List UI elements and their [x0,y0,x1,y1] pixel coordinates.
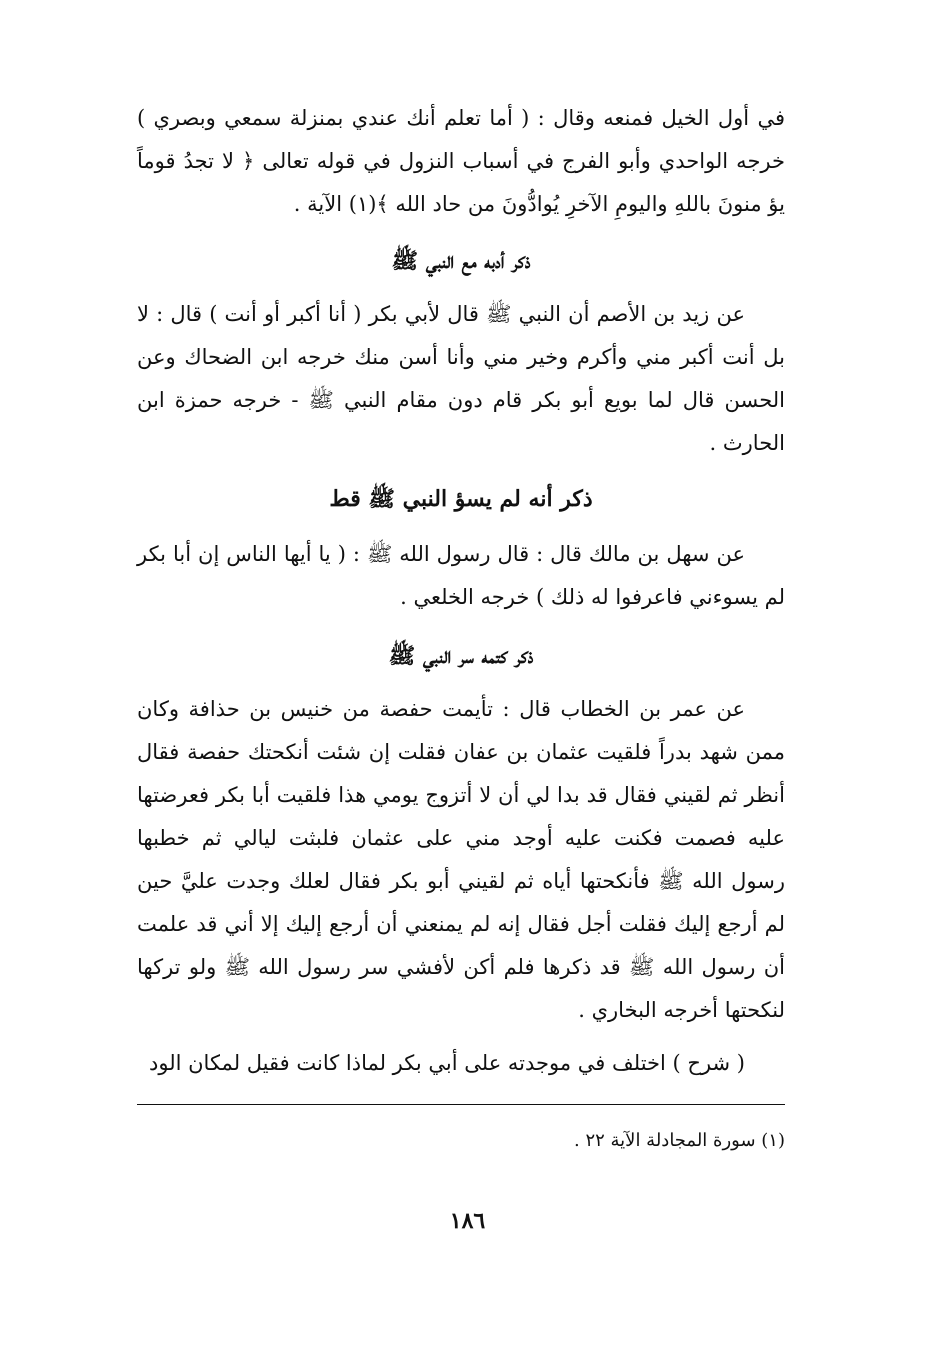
paragraph-opening [137,97,785,226]
section-heading-katm-sirr: ذكر كتمه سر النبي ﷺ [388,643,534,669]
section-heading-lam-yasu: ذكر أنه لم يسؤ النبي ﷺ قط [329,486,593,512]
paragraph-text: عن زيد بن الأصم أن النبي ﷺ قال لأبي بكر ( أنا أكبر أو أنت ) قال : لا بل أنت أكبر مني وأكرم وخير مني وأنا أسن منك خرجه ابن الضحاك وعن الحسن قال لما بويع أبو بكر قام دون مقام النبي ﷺ - خرجه حمزة ابن الحارث . [137,302,785,455]
paragraph-text: عن عمر بن الخطاب قال : تأيمت حفصة من خنيس بن حذافة وكان ممن شهد بدراً فلقيت عثمان بن عفان فقلت إن شئت أنكحتك حفصة فقال أنظر ثم لقيني فقال قد بدا لي أن لا أتزوج يومي هذا فلقيت أبا بكر فعرضتها عليه فصمت فكنت عليه أوجد مني على عثمان فلبثت ليالي ثم خطبها رسول الله ﷺ فأنكحتها أياه ثم لقيني أبو بكر فقال لعلك وجدت عليَّ حين لم أرجع إليك فقلت أجل فقال إنه لم يمنعني أن أرجع إليك إلا أني قد علمت أن رسول الله ﷺ قد ذكرها فلم أكن لأفشي سر رسول الله ﷺ ولو تركها لنكحتها أخرجه البخاري . [137,697,785,1022]
section-heading-adab: ذكر أدبه مع النبي ﷺ [391,248,531,274]
paragraph-text: عن سهل بن مالك قال : قال رسول الله ﷺ : ( يا أيها الناس إن أبا بكر لم يسوءني فاعرفوا له ذلك ) خرجه الخلعي . [137,542,785,609]
paragraph-text: ( شرح ) اختلف في موجدته على أبي بكر لماذا كانت فقيل لمكان الود [149,1051,745,1075]
paragraph-umar [137,688,785,1032]
footnote: (١) سورة المجادلة الآية ٢٢ . [574,1130,785,1151]
paragraph-zaid [137,293,785,465]
paragraph-text: في أول الخيل فمنعه وقال : ( أما تعلم أنك عندي بمنزلة سمعي وبصري ) خرجه الواحدي وأبو الفرج في أسباب النزول في قوله تعالى ﴿ لا تجدُ قوماً يؤ منونَ باللهِ واليومِ الآخرِ يُوادُّونَ من حاد الله ﴾(١) الآية . [137,106,785,216]
page-number: ١٨٦ [449,1208,486,1234]
paragraph-sahl [137,533,785,619]
paragraph-sharh [137,1042,785,1085]
footnote-separator [137,1104,785,1105]
